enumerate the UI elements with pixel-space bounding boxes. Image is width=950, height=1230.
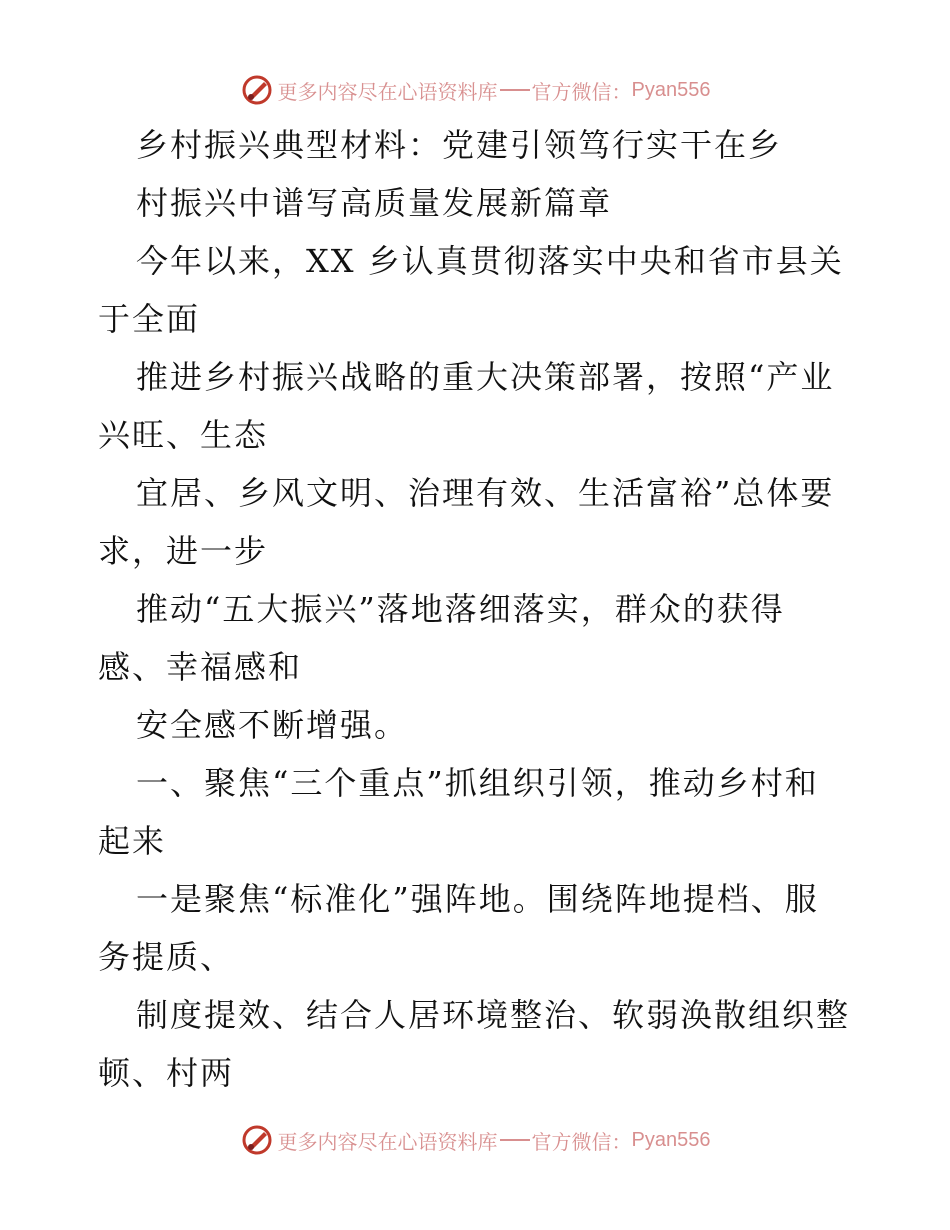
watermark-wechat-id: Pyan556: [631, 78, 711, 101]
paragraph-line: 宜居、乡风文明、治理有效、生活富裕”总体要: [136, 474, 835, 512]
paragraph-line: 务提质、: [98, 938, 235, 976]
document-body: [98, 116, 858, 1102]
paragraph-line: 一是聚焦“标准化”强阵地。围绕阵地提档、服: [136, 880, 819, 918]
paragraph-line: 安全感不断增强。: [136, 706, 409, 744]
section-heading-line: 起来: [98, 822, 167, 860]
section-heading-line: 一、聚焦“三个重点”抓组织引领，推动乡村和: [136, 764, 819, 802]
paragraph-line: 于全面: [98, 300, 201, 338]
watermark-wechat-id: Pyan556: [631, 1128, 711, 1151]
paragraph-line: 求，进一步: [98, 532, 269, 570]
paragraph-line: 制度提效、结合人居环境整治、软弱涣散组织整: [136, 996, 851, 1034]
paragraph-line: 顿、村两: [98, 1054, 235, 1092]
document-title-line-2: 村振兴中谱写高质量发展新篇章: [136, 184, 613, 222]
header-watermark-banner: [0, 70, 950, 110]
watermark-dash: [500, 1139, 530, 1141]
watermark-wechat-label: 官方微信：: [531, 79, 632, 104]
paragraph-line: 推动“五大振兴”落地落细落实，群众的获得: [136, 590, 785, 628]
paragraph-line: 兴旺、生态: [98, 416, 269, 454]
watermark-text: 更多内容尽在心语资料库: [277, 1129, 498, 1154]
watermark-text: 更多内容尽在心语资料库: [277, 79, 498, 104]
paragraph-line: 感、幸福感和: [98, 648, 303, 686]
document-title-line-1: 乡村振兴典型材料：党建引领笃行实干在乡: [136, 126, 783, 164]
paragraph-line: 今年以来，XX 乡认真贯彻落实中央和省市县关: [136, 242, 844, 280]
paragraph-line: 推进乡村振兴战略的重大决策部署，按照“产业: [136, 358, 835, 396]
footer-watermark-banner: [0, 1120, 950, 1160]
quill-circle-logo-icon: [240, 73, 274, 107]
watermark-wechat-label: 官方微信：: [531, 1129, 632, 1154]
watermark-dash: [500, 89, 530, 91]
quill-circle-logo-icon: [240, 1123, 274, 1157]
